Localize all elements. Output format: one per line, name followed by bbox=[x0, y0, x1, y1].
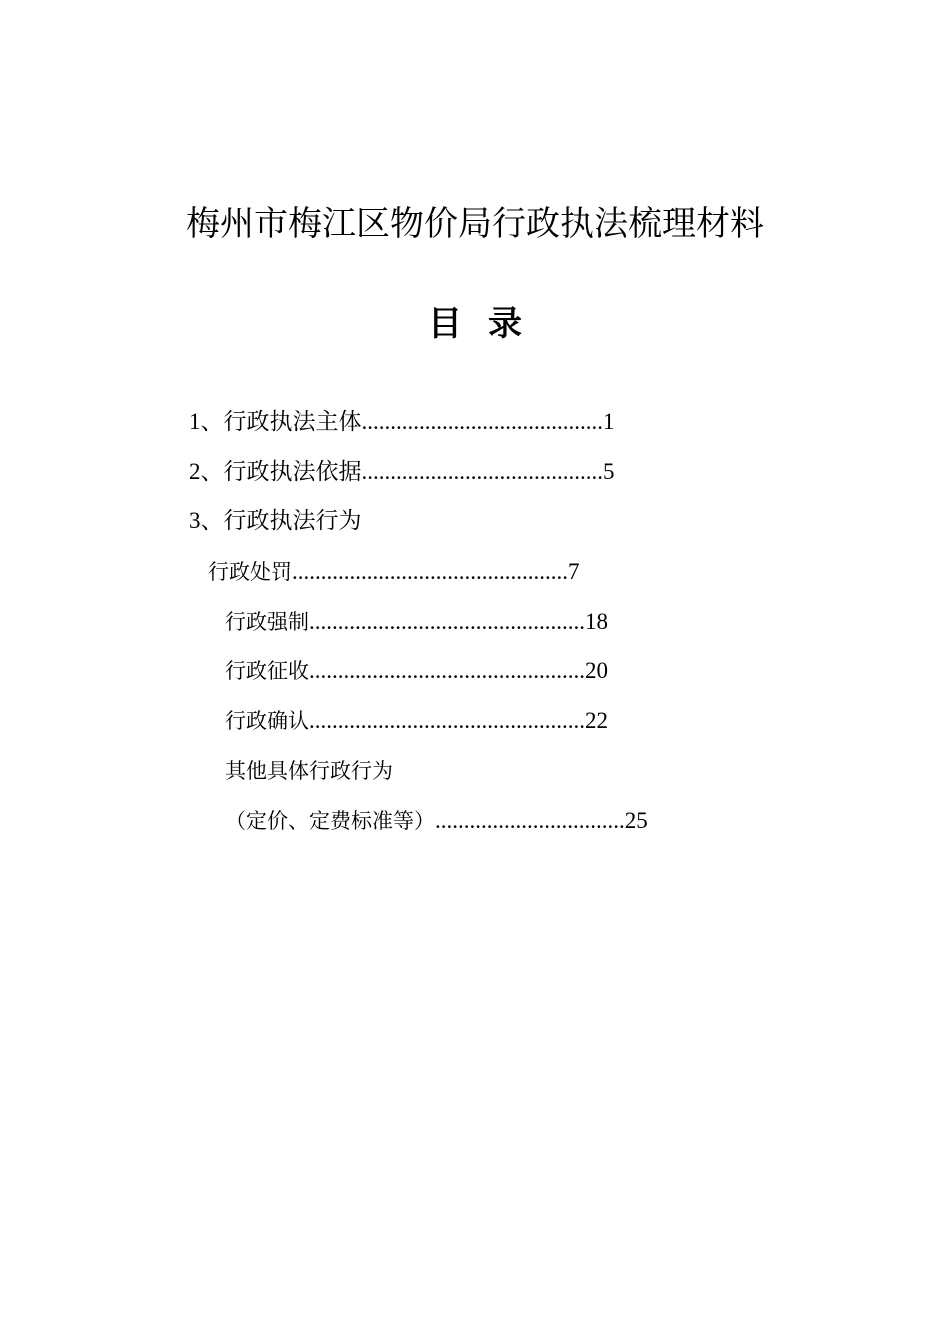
toc-page-number: 1 bbox=[603, 409, 615, 434]
toc-entry-label: 、行政执法行为 bbox=[200, 508, 362, 534]
toc-page-number: 20 bbox=[585, 658, 608, 683]
toc-page-number: 22 bbox=[585, 708, 608, 733]
toc-entry-administrative-penalty[interactable] bbox=[208, 556, 580, 588]
toc-entry-number: 1 bbox=[189, 409, 201, 434]
toc-entry-label: 行政征收 bbox=[225, 659, 309, 683]
toc-page-number: 25 bbox=[624, 808, 648, 833]
toc-entry-number: 2 bbox=[189, 459, 201, 484]
toc-entry-enforcement-basis[interactable] bbox=[189, 456, 615, 488]
toc-entry-pricing-standards[interactable] bbox=[225, 805, 648, 837]
toc-entry-label: （定价、定费标准等） bbox=[225, 809, 435, 833]
toc-leader-dots: ................................................ bbox=[309, 658, 585, 683]
toc-leader-dots: .......................................... bbox=[361, 409, 603, 434]
toc-leader-dots: ................................................ bbox=[292, 559, 568, 584]
toc-entry-label: 行政确认 bbox=[225, 709, 309, 733]
document-title: 梅州市梅江区物价局行政执法梳理材料 bbox=[186, 204, 764, 244]
toc-page-number: 5 bbox=[603, 459, 615, 484]
toc-leader-dots: ................................. bbox=[435, 808, 625, 833]
toc-page-number: 7 bbox=[568, 559, 580, 584]
toc-entry-number: 3 bbox=[189, 508, 201, 533]
toc-heading: 目录 bbox=[428, 304, 548, 344]
toc-entry-label: 、行政执法依据 bbox=[200, 459, 362, 485]
toc-entry-administrative-confirmation[interactable] bbox=[225, 705, 608, 737]
toc-entry-label: 其他具体行政行为 bbox=[225, 759, 393, 783]
toc-page-number: 18 bbox=[585, 609, 608, 634]
toc-entry-administrative-levy[interactable] bbox=[225, 655, 608, 687]
toc-entry-enforcement-subject[interactable] bbox=[189, 406, 615, 438]
toc-entry-other-specific-acts[interactable] bbox=[225, 755, 393, 787]
toc-entry-label: 、行政执法主体 bbox=[200, 409, 362, 435]
toc-entry-administrative-coercion[interactable] bbox=[225, 606, 608, 638]
toc-leader-dots: .......................................... bbox=[361, 459, 603, 484]
toc-entry-label: 行政处罚 bbox=[208, 560, 292, 584]
toc-entry-enforcement-acts[interactable] bbox=[189, 505, 362, 537]
toc-leader-dots: ................................................ bbox=[309, 708, 585, 733]
toc-leader-dots: ................................................ bbox=[309, 609, 585, 634]
toc-entry-label: 行政强制 bbox=[225, 610, 309, 634]
